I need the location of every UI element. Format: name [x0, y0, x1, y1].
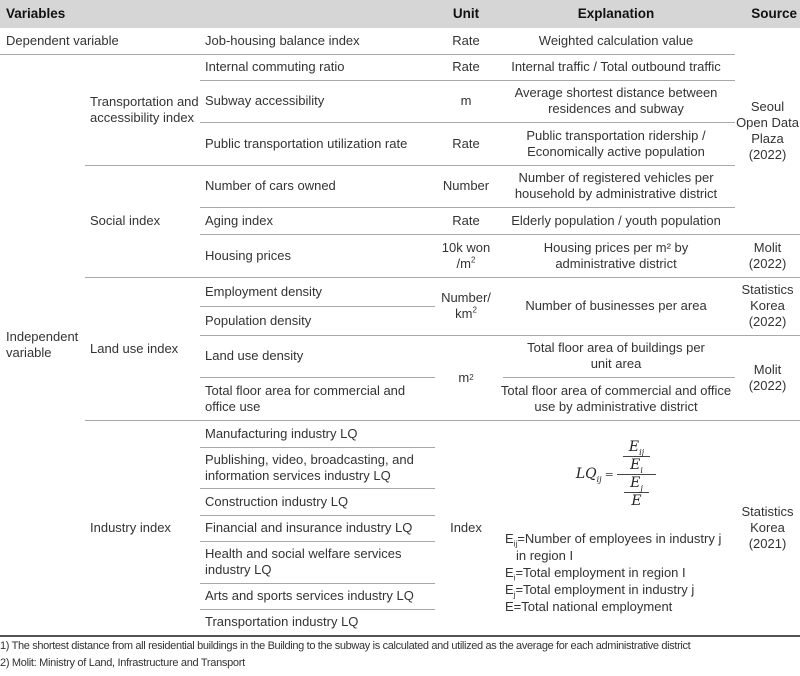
variable-cell: Internal commuting ratio: [205, 59, 345, 74]
def-symbol: E: [505, 582, 514, 597]
def-text: =Number of employees in industry j: [517, 531, 722, 546]
unit-cell: Rate: [452, 59, 480, 74]
formula-ej-symbol: E: [630, 474, 641, 491]
source-seoul: Seoul Open Data Plaza (2022): [736, 99, 799, 162]
variable-cell: Publishing, video, broadcasting, and information services industry LQ: [205, 451, 414, 483]
group-industry-index: Industry index: [90, 519, 171, 535]
unit-main: Number/: [441, 290, 491, 305]
formula-eij-sub: ij: [639, 447, 645, 457]
formula-inner-fraction-1: [623, 439, 650, 474]
unit-cell: Rate: [452, 33, 480, 48]
explanation-cell: Total floor area of buildings per unit area: [527, 340, 705, 371]
variable-cell: Total floor area for commercial and office use: [205, 382, 406, 414]
variable-cell: Health and social welfare services industry LQ: [205, 546, 402, 577]
formula-ei: [624, 457, 649, 474]
variable-cell: Job-housing balance index: [205, 33, 360, 48]
unit-cell: Index: [450, 519, 482, 535]
formula-inner-fraction-2: [624, 475, 649, 510]
def-symbol: E: [505, 531, 514, 546]
unit-main: 10k won: [441, 239, 491, 255]
def-symbol: E: [505, 565, 514, 580]
footnote-1: 1) The shortest distance from all residential buildings in the Building to the subway is calculated and utilized as the average for each administrative district: [0, 640, 691, 652]
source-statistics-2021: Statistics Korea (2021): [741, 503, 794, 551]
formula-ej-sub: j: [640, 483, 643, 493]
group-land-use-index: Land use index: [90, 340, 179, 356]
source-statistics-2022: Statistics Korea (2022): [741, 282, 794, 329]
header-explanation: Explanation: [577, 6, 655, 21]
formula-lq-sub: ij: [596, 474, 602, 484]
unit-cell: m: [460, 93, 472, 108]
formula-outer-fraction: [617, 439, 656, 510]
formula-eij: [623, 439, 650, 457]
explanation-cell: Number of registered vehicles per household by administrative district: [514, 170, 718, 201]
definition-eij: [505, 530, 735, 547]
formula-lhs: [576, 466, 602, 482]
formula-e: E: [631, 492, 642, 509]
unit-sup: 2: [471, 255, 476, 265]
def-text: =Total employment in region I: [515, 565, 686, 580]
unit-cell: Rate: [452, 135, 480, 151]
group-independent: Independent variable: [6, 328, 79, 360]
explanation-cell: Internal traffic / Total outbound traffic: [511, 59, 721, 74]
formula-lq: LQ: [575, 466, 597, 482]
explanation-cell: Housing prices per m² by administrative district: [543, 239, 689, 271]
group-social-index: Social index: [90, 213, 161, 228]
variable-cell: Construction industry LQ: [205, 493, 349, 509]
unit-sub: [457, 256, 476, 272]
formula-ei-symbol: E: [630, 456, 641, 473]
definition-eij-cont: in region I: [516, 548, 574, 563]
formula-equals: =: [604, 467, 614, 481]
def-text: =Total national employment: [513, 599, 673, 614]
variable-cell: Land use density: [205, 348, 304, 363]
variable-cell: Employment density: [205, 283, 323, 299]
lq-formula: [497, 424, 735, 524]
variable-cell: Public transportation utilization rate: [205, 135, 408, 151]
explanation-cell: Total floor area of commercial and office use by administrative district: [500, 382, 732, 414]
header-unit: Unit: [452, 6, 480, 21]
source-molit-land: Molit (2022): [748, 361, 787, 393]
explanation-cell: Weighted calculation value: [538, 33, 694, 48]
unit-sup: 2: [472, 305, 477, 315]
definition-ej: [505, 581, 735, 598]
group-transport-index: Transportation and accessibility index: [90, 93, 199, 125]
def-sub: j: [513, 590, 516, 600]
variable-cell: Financial and insurance industry LQ: [205, 520, 413, 535]
explanation-cell: Public transportation ridership / Economically active population: [526, 127, 706, 159]
variable-cell: Number of cars owned: [205, 178, 336, 193]
unit-cell: m 2: [458, 369, 474, 385]
definition-ei: [505, 564, 735, 581]
variable-cell: Manufacturing industry LQ: [205, 425, 358, 441]
def-text: =Total employment in industry j: [515, 582, 695, 597]
formula-definitions: [505, 530, 735, 615]
formula-outer-denominator: [618, 475, 655, 510]
unit-cell: [435, 277, 497, 335]
formula-outer-numerator: [617, 439, 656, 475]
explanation-cell: Average shortest distance between residences and subway: [514, 85, 718, 116]
unit-sub-text: km: [455, 306, 473, 321]
formula-eij-symbol: E: [628, 438, 640, 455]
unit-sub: [455, 306, 477, 322]
source-molit-housing: Molit (2022): [748, 239, 787, 271]
group-dependent: Dependent variable: [6, 33, 119, 48]
header-source: Source: [751, 6, 797, 21]
def-symbol: E: [505, 599, 514, 614]
explanation-cell: Number of businesses per area: [525, 298, 707, 313]
def-sub: ij: [513, 539, 518, 549]
unit-sub-text: /m: [456, 255, 471, 271]
variable-cell: Aging index: [205, 212, 273, 228]
variable-cell: Transportation industry LQ: [205, 614, 359, 629]
formula-ej: [624, 475, 649, 493]
unit-cell: Rate: [452, 212, 480, 228]
header-variables: Variables: [6, 6, 66, 21]
variable-cell: Population density: [205, 312, 312, 328]
def-sub: i: [513, 573, 516, 583]
unit-main: m: [458, 369, 470, 385]
variable-cell: Subway accessibility: [205, 93, 325, 108]
variable-cell: Housing prices: [205, 247, 291, 263]
variable-cell: Arts and sports services industry LQ: [205, 588, 414, 603]
table-bottom-rule: [0, 635, 800, 637]
unit-cell: Number: [442, 178, 490, 193]
unit-cell: [435, 234, 497, 277]
definition-e: [505, 598, 735, 615]
formula-ei-sub: i: [640, 465, 643, 475]
footnote-2: 2) Molit: Ministry of Land, Infrastructure and Transport: [0, 657, 245, 669]
explanation-cell: Elderly population / youth population: [511, 212, 721, 228]
